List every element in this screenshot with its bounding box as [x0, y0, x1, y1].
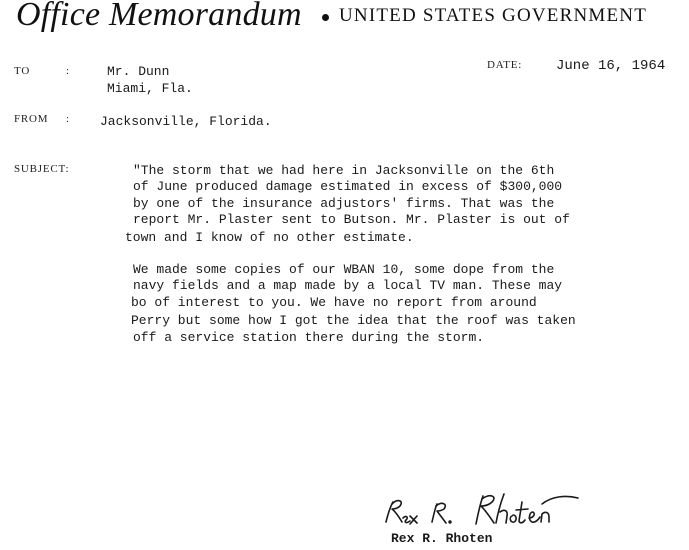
- date-value: June 16, 1964: [556, 58, 666, 74]
- date-label: DATE:: [487, 59, 523, 71]
- body-line: We made some copies of our WBAN 10, some dope from the: [133, 262, 555, 277]
- body-line: bo of interest to you. We have no report from around: [131, 295, 537, 310]
- body-line: navy fields and a map made by a local TV man. These may: [133, 278, 563, 293]
- from-value: Jacksonville, Florida.: [100, 114, 272, 129]
- to-name: Mr. Dunn: [107, 64, 170, 79]
- body-line: by one of the insurance adjustors' firms. That was the: [133, 196, 555, 211]
- to-place: Miami, Fla.: [107, 81, 193, 96]
- memo-title: Office Memorandum: [16, 0, 302, 33]
- body-line: "The storm that we had here in Jacksonville on the 6th: [133, 163, 555, 178]
- to-label: TO: [14, 65, 31, 77]
- body-line: off a service station there during the storm.: [133, 330, 485, 345]
- subject-label: SUBJECT:: [14, 163, 70, 175]
- body-line: report Mr. Plaster sent to Butson. Mr. Plaster is out of: [133, 212, 570, 227]
- bullet-separator: [322, 14, 329, 21]
- body-line: Perry but some how I got the idea that the roof was taken: [131, 313, 576, 328]
- government-heading: UNITED STATES GOVERNMENT: [339, 5, 648, 26]
- to-colon: :: [66, 65, 70, 77]
- body-line: of June produced damage estimated in excess of $300,000: [133, 179, 563, 194]
- body-line: town and I know of no other estimate.: [125, 230, 414, 245]
- from-colon: :: [66, 113, 70, 125]
- from-label: FROM: [14, 113, 49, 125]
- handwritten-signature: [382, 490, 582, 534]
- signed-name: Rex R. Rhoten: [391, 531, 493, 546]
